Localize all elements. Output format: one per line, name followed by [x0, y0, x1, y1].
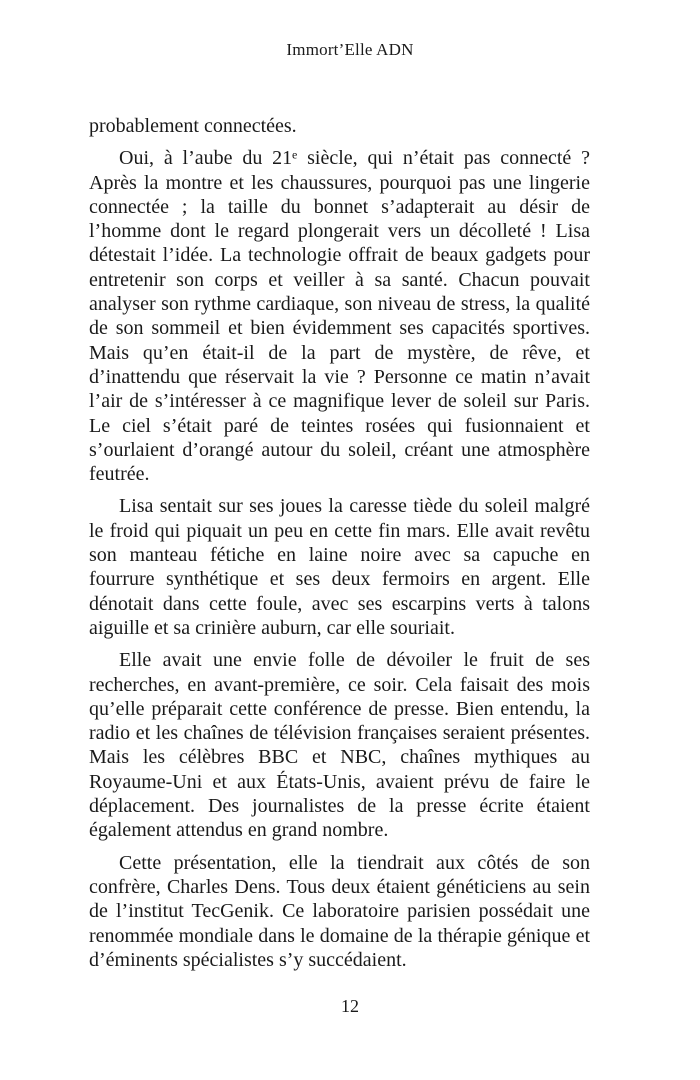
paragraph-continuation: probablement connectées. — [89, 115, 297, 137]
paragraph: Lisa sentait sur ses joues la caresse tiède du soleil malgré le froid qui piquait un peu en cette fin mars. Elle avait revêtu son manteau fétiche en laine noire avec sa capuche en fourrure synthétique et ses deux fermoirs en argent. Elle dénotait dans cette foule, avec ses escarpins verts à talons aiguille et sa crinière auburn, car elle souriait. — [89, 495, 590, 639]
running-header: Immort’Elle ADN — [286, 40, 414, 59]
paragraph: Elle avait une envie folle de dévoiler le fruit de ses recherches, en avant-première, ce soir. Cela faisait des mois qu’elle préparait cette conférence de presse. Bien entendu, la radio et les chaînes de télévision françaises seraient présentes. Mais les célèbres BBC et NBC, chaînes mythiques au Royaume-Uni et aux États-Unis, avaient prévu de faire le déplacement. Des journalistes de la presse écrite étaient également attendus en grand nombre. — [89, 649, 590, 842]
page-number: 12 — [341, 996, 359, 1016]
body-text — [89, 114, 590, 972]
paragraph: Oui, à l’aube du 21ᵉ siècle, qui n’était pas connecté ? Après la montre et les chaussures, pourquoi pas une lingerie connectée ; la taille du bonnet s’adapterait au désir de l’homme dont le regard plongerait vers un décolleté ! Lisa détestait l’idée. La technologie offrait de beaux gadgets pour entretenir son corps et veiller à sa santé. Chacun pouvait analyser son rythme cardiaque, son niveau de stress, la qualité de son sommeil et bien évidemment ses capacités sportives. Mais qu’en était-il de la part de mystère, de rêve, et d’inattendu que réservait la vie ? Personne ce matin n’avait l’air de s’intéresser à ce magnifique lever de soleil sur Paris. Le ciel s’était paré de teintes rosées qui fusionnaient et s’ourlaient d’orangé autour du soleil, créant une atmosphère feutrée. — [89, 147, 590, 486]
paragraph: Cette présentation, elle la tiendrait aux côtés de son confrère, Charles Dens. Tous deux étaient généticiens au sein de l’institut TecGenik. Ce laboratoire parisien possédait une renommée mondiale dans le domaine de la thérapie génique et d’éminents spécialistes s’y succédaient. — [89, 851, 590, 971]
